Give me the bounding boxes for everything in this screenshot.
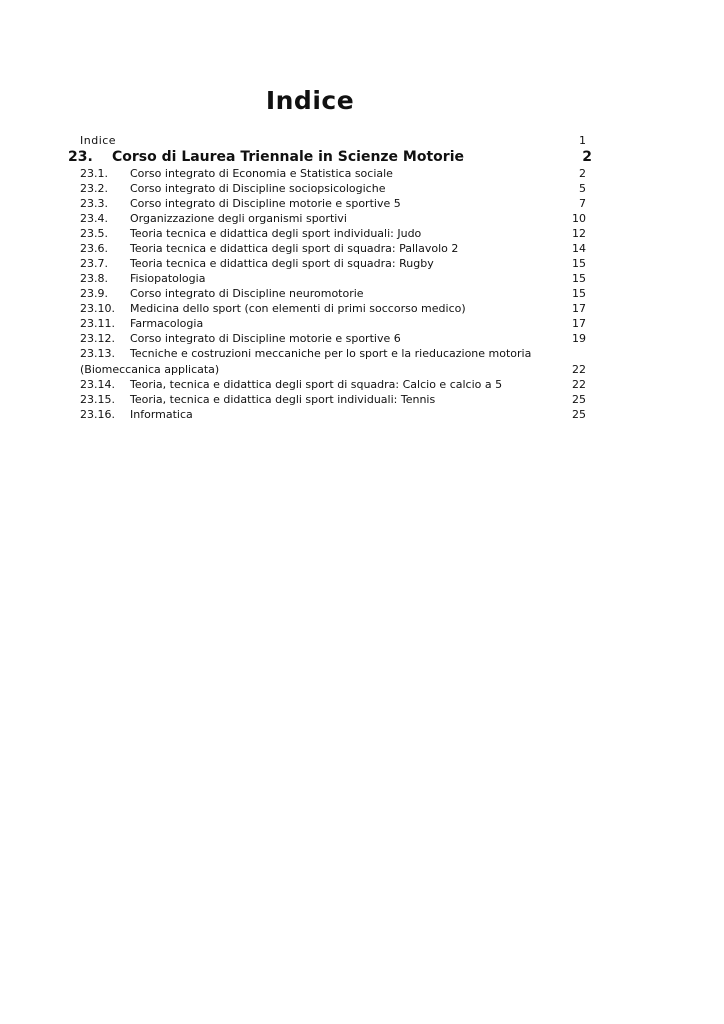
toc-entry-page: 15 xyxy=(569,286,586,301)
toc-entry-title: Corso integrato di Discipline motorie e sportive 6 xyxy=(130,332,401,345)
toc-entry[interactable] xyxy=(80,226,586,241)
toc-entry-page: 22 xyxy=(569,362,586,377)
toc-entry[interactable] xyxy=(80,196,586,211)
toc-entry-title: Corso integrato di Discipline neuromotorie xyxy=(130,287,364,300)
toc-entry-title: Fisiopatologia xyxy=(130,272,206,285)
toc-entry-23-13-line1[interactable] xyxy=(80,346,586,362)
toc-entry[interactable] xyxy=(80,271,586,286)
toc-entry-page: 5 xyxy=(576,181,586,196)
toc-entry-title-continued: (Biomeccanica applicata) xyxy=(80,363,220,376)
toc-entry-title: Teoria tecnica e didattica degli sport di squadra: Rugby xyxy=(130,257,434,270)
toc-entry-title: Tecniche e costruzioni meccaniche per lo sport e la rieducazione motoria xyxy=(130,347,532,360)
toc-entry-number: 23.11. xyxy=(80,317,115,330)
toc-chapter-title: Corso di Laurea Triennale in Scienze Motorie xyxy=(112,149,464,165)
toc-entry-title: Corso integrato di Economia e Statistica sociale xyxy=(130,167,393,180)
toc-entry[interactable] xyxy=(80,377,586,392)
toc-entry-page: 7 xyxy=(576,196,586,211)
toc-entry-number: 23.8. xyxy=(80,272,108,285)
toc-entry-page: 25 xyxy=(569,407,586,422)
toc-entry-page: 15 xyxy=(569,256,586,271)
toc-entry[interactable] xyxy=(80,301,586,316)
toc-entry[interactable] xyxy=(80,286,586,301)
toc-entry[interactable] xyxy=(80,181,586,196)
toc-entry-title: Organizzazione degli organismi sportivi xyxy=(130,212,347,225)
toc-entry[interactable] xyxy=(80,256,586,271)
toc-entry-title: Teoria tecnica e didattica degli sport di squadra: Pallavolo 2 xyxy=(130,242,459,255)
toc-entry[interactable] xyxy=(80,407,586,422)
toc-entry-page: 2 xyxy=(576,166,586,181)
toc-entry-page: 17 xyxy=(569,316,586,331)
toc-entry-page: 15 xyxy=(569,271,586,286)
toc-entry-page: 1 xyxy=(576,133,586,148)
toc-entry-page: 17 xyxy=(569,301,586,316)
toc-entry[interactable] xyxy=(80,392,586,407)
toc-entry-title: Farmacologia xyxy=(130,317,204,330)
toc-entry-title: Indice xyxy=(80,134,117,147)
toc-entry-title: Medicina dello sport (con elementi di primi soccorso medico) xyxy=(130,302,466,315)
page-title: Indice xyxy=(265,86,355,115)
toc-entry[interactable] xyxy=(80,331,586,346)
toc-entry-title: Corso integrato di Discipline sociopsicologiche xyxy=(130,182,386,195)
toc-entry-number: 23.16. xyxy=(80,408,115,421)
toc-chapter-page: 2 xyxy=(579,148,592,166)
toc-entry-title: Teoria tecnica e didattica degli sport individuali: Judo xyxy=(130,227,422,240)
toc-chapter[interactable] xyxy=(68,148,592,166)
toc-entry-index[interactable] xyxy=(80,133,586,148)
toc-entry[interactable] xyxy=(80,241,586,256)
toc-entry-page: 10 xyxy=(569,211,586,226)
toc-entry-number: 23.6. xyxy=(80,242,108,255)
table-of-contents xyxy=(68,131,592,422)
toc-chapter-number: 23. xyxy=(68,149,93,165)
toc-entry-page: 22 xyxy=(569,377,586,392)
toc-entry-number: 23.2. xyxy=(80,182,108,195)
toc-entry-page: 12 xyxy=(569,226,586,241)
toc-entry-number: 23.10. xyxy=(80,302,115,315)
toc-entry-number: 23.3. xyxy=(80,197,108,210)
toc-entry-title: Informatica xyxy=(130,408,193,421)
toc-entry[interactable] xyxy=(80,211,586,226)
toc-entry-title: Corso integrato di Discipline motorie e sportive 5 xyxy=(130,197,401,210)
toc-entry-title: Teoria, tecnica e didattica degli sport di squadra: Calcio e calcio a 5 xyxy=(130,378,503,391)
toc-entry[interactable] xyxy=(80,166,586,181)
toc-entry-number: 23.9. xyxy=(80,287,108,300)
toc-entry-number: 23.12. xyxy=(80,332,115,345)
toc-entry-page: 25 xyxy=(569,392,586,407)
toc-entry-23-13-line2[interactable] xyxy=(80,362,586,377)
toc-entry-page: 14 xyxy=(569,241,586,256)
toc-entry-number: 23.15. xyxy=(80,393,115,406)
toc-entry-number: 23.13. xyxy=(80,347,115,360)
toc-entry-number: 23.7. xyxy=(80,257,108,270)
toc-entry[interactable] xyxy=(80,316,586,331)
toc-entry-number: 23.1. xyxy=(80,167,108,180)
toc-entry-number: 23.5. xyxy=(80,227,108,240)
toc-entry-title: Teoria, tecnica e didattica degli sport individuali: Tennis xyxy=(130,393,436,406)
toc-entry-page: 19 xyxy=(569,331,586,346)
toc-entry-number: 23.4. xyxy=(80,212,108,225)
toc-entry-number: 23.14. xyxy=(80,378,115,391)
